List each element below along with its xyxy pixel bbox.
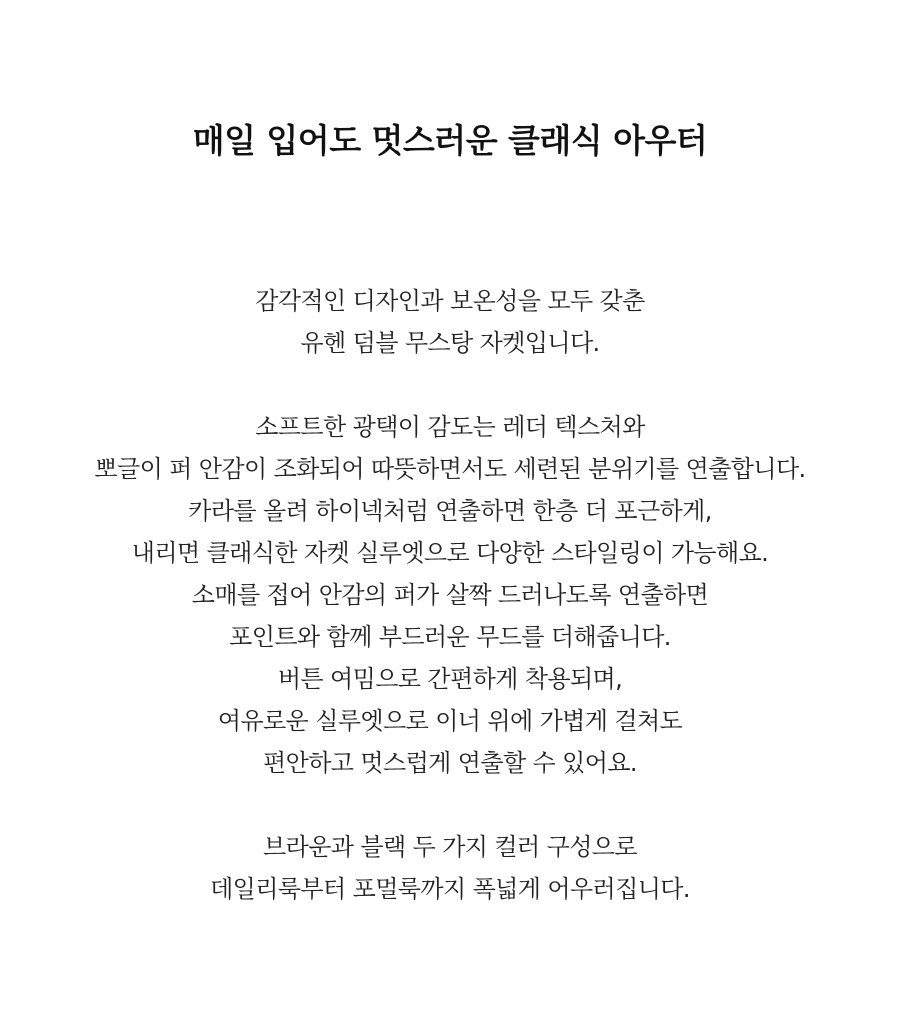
- color-paragraph: [0, 826, 900, 910]
- text-line: 내리면 클래식한 자켓 실루엣으로 다양한 스타일링이 가능해요.: [131, 539, 769, 567]
- body-copy: [0, 280, 900, 910]
- text-line: 버튼 여밈으로 간편하게 착용되며,: [277, 665, 623, 693]
- text-line: 소프트한 광택이 감도는 레더 텍스처와: [255, 413, 645, 441]
- text-line: 감각적인 디자인과 보온성을 모두 갖춘: [255, 287, 645, 315]
- text-line: 포인트와 함께 부드러운 무드를 더해줍니다.: [229, 623, 671, 651]
- text-line: 소매를 접어 안감의 퍼가 살짝 드러나도록 연출하면: [191, 581, 709, 609]
- text-line: 여유로운 실루엣으로 이너 위에 가볍게 걸쳐도: [217, 707, 683, 735]
- text-line: 데일리룩부터 포멀룩까지 폭넓게 어우러집니다.: [210, 875, 690, 903]
- text-line: 카라를 올려 하이넥처럼 연출하면 한층 더 포근하게,: [188, 497, 712, 525]
- text-line: 뽀글이 퍼 안감이 조화되어 따뜻하면서도 세련된 분위기를 연출합니다.: [94, 455, 806, 483]
- text-line: 유헨 덤블 무스탕 자켓입니다.: [300, 329, 600, 357]
- headline: 매일 입어도 멋스러운 클래식 아우터: [192, 121, 708, 160]
- intro-paragraph: [0, 280, 900, 364]
- text-line: 편안하고 멋스럽게 연출할 수 있어요.: [263, 749, 637, 777]
- detail-paragraph: [0, 406, 900, 784]
- paragraph-gap: [0, 784, 900, 826]
- paragraph-gap: [0, 364, 900, 406]
- text-line: 브라운과 블랙 두 가지 컬러 구성으로: [263, 833, 637, 861]
